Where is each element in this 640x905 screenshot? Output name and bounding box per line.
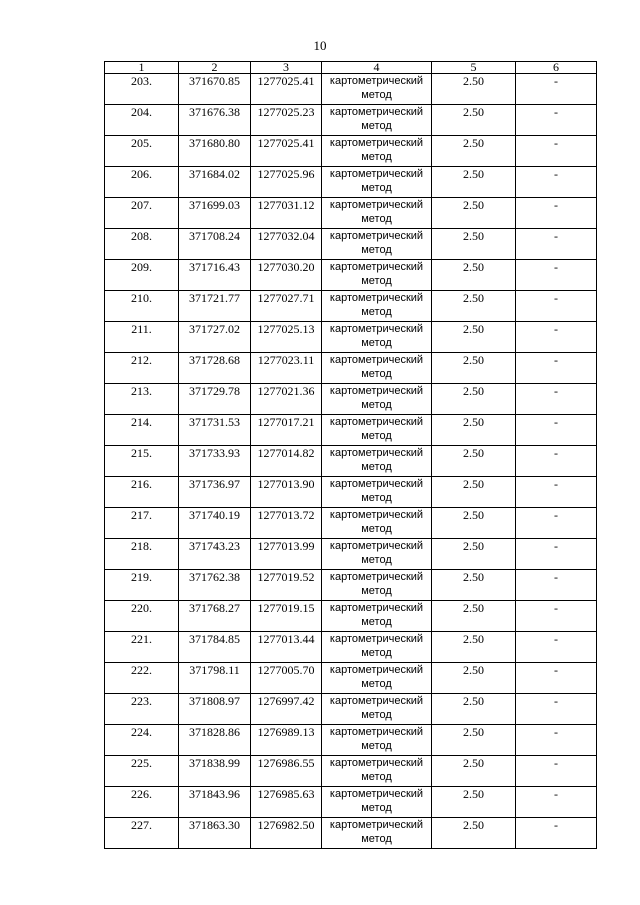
y-coordinate-cell: 1277019.52 [251,570,322,601]
y-coordinate-cell: 1277013.99 [251,539,322,570]
note-cell: - [516,756,597,787]
x-coordinate-cell: 371670.85 [179,74,251,105]
point-number-cell: 215. [105,446,179,477]
table-row [105,601,597,632]
x-coordinate-cell: 371838.99 [179,756,251,787]
point-number-cell: 220. [105,601,179,632]
accuracy-cell: 2.50 [432,570,516,601]
note-cell: - [516,694,597,725]
accuracy-cell: 2.50 [432,694,516,725]
method-cell: картометрический метод [322,694,432,725]
x-coordinate-cell: 371808.97 [179,694,251,725]
x-coordinate-cell: 371768.27 [179,601,251,632]
y-coordinate-cell: 1277021.36 [251,384,322,415]
table-row [105,260,597,291]
note-cell: - [516,198,597,229]
accuracy-cell: 2.50 [432,384,516,415]
page-number: 10 [313,38,327,53]
table-row [105,539,597,570]
method-cell: картометрический метод [322,415,432,446]
accuracy-cell: 2.50 [432,477,516,508]
coordinates-table [104,61,597,849]
method-cell: картометрический метод [322,756,432,787]
point-number-cell: 210. [105,291,179,322]
accuracy-cell: 2.50 [432,167,516,198]
x-coordinate-cell: 371684.02 [179,167,251,198]
table-row [105,415,597,446]
point-number-cell: 211. [105,322,179,353]
note-cell: - [516,384,597,415]
accuracy-cell: 2.50 [432,291,516,322]
method-cell: картометрический метод [322,167,432,198]
note-cell: - [516,167,597,198]
method-cell: картометрический метод [322,136,432,167]
y-coordinate-cell: 1276986.55 [251,756,322,787]
y-coordinate-cell: 1277013.72 [251,508,322,539]
accuracy-cell: 2.50 [432,787,516,818]
x-coordinate-cell: 371863.30 [179,818,251,849]
x-coordinate-cell: 371828.86 [179,725,251,756]
note-cell: - [516,818,597,849]
point-number-cell: 221. [105,632,179,663]
x-coordinate-cell: 371731.53 [179,415,251,446]
accuracy-cell: 2.50 [432,353,516,384]
table-row [105,136,597,167]
x-coordinate-cell: 371733.93 [179,446,251,477]
accuracy-cell: 2.50 [432,198,516,229]
y-coordinate-cell: 1277014.82 [251,446,322,477]
table-row [105,477,597,508]
table-row [105,570,597,601]
column-header: 1 [105,62,179,74]
accuracy-cell: 2.50 [432,105,516,136]
point-number-cell: 214. [105,415,179,446]
note-cell: - [516,415,597,446]
y-coordinate-cell: 1277025.41 [251,74,322,105]
table-row [105,632,597,663]
point-number-cell: 217. [105,508,179,539]
accuracy-cell: 2.50 [432,74,516,105]
table-row [105,229,597,260]
column-header: 2 [179,62,251,74]
note-cell: - [516,446,597,477]
method-cell: картометрический метод [322,74,432,105]
note-cell: - [516,477,597,508]
y-coordinate-cell: 1277025.41 [251,136,322,167]
point-number-cell: 222. [105,663,179,694]
table-row [105,756,597,787]
method-cell: картометрический метод [322,105,432,136]
x-coordinate-cell: 371699.03 [179,198,251,229]
table-row [105,446,597,477]
x-coordinate-cell: 371676.38 [179,105,251,136]
x-coordinate-cell: 371680.80 [179,136,251,167]
y-coordinate-cell: 1277013.90 [251,477,322,508]
x-coordinate-cell: 371721.77 [179,291,251,322]
method-cell: картометрический метод [322,570,432,601]
note-cell: - [516,74,597,105]
y-coordinate-cell: 1277013.44 [251,632,322,663]
point-number-cell: 204. [105,105,179,136]
point-number-cell: 227. [105,818,179,849]
y-coordinate-cell: 1276997.42 [251,694,322,725]
table-row [105,105,597,136]
table-row [105,198,597,229]
note-cell: - [516,260,597,291]
method-cell: картометрический метод [322,663,432,694]
y-coordinate-cell: 1277023.11 [251,353,322,384]
x-coordinate-cell: 371729.78 [179,384,251,415]
y-coordinate-cell: 1277025.96 [251,167,322,198]
point-number-cell: 208. [105,229,179,260]
method-cell: картометрический метод [322,601,432,632]
accuracy-cell: 2.50 [432,415,516,446]
method-cell: картометрический метод [322,508,432,539]
table-row [105,322,597,353]
table-row [105,384,597,415]
table-row [105,725,597,756]
point-number-cell: 212. [105,353,179,384]
y-coordinate-cell: 1277027.71 [251,291,322,322]
note-cell: - [516,105,597,136]
note-cell: - [516,663,597,694]
table-row [105,353,597,384]
y-coordinate-cell: 1277032.04 [251,229,322,260]
column-header: 5 [432,62,516,74]
table-row [105,818,597,849]
x-coordinate-cell: 371762.38 [179,570,251,601]
point-number-cell: 203. [105,74,179,105]
x-coordinate-cell: 371728.68 [179,353,251,384]
point-number-cell: 218. [105,539,179,570]
note-cell: - [516,787,597,818]
y-coordinate-cell: 1277005.70 [251,663,322,694]
x-coordinate-cell: 371843.96 [179,787,251,818]
method-cell: картометрический метод [322,725,432,756]
note-cell: - [516,508,597,539]
point-number-cell: 209. [105,260,179,291]
table-row [105,291,597,322]
method-cell: картометрический метод [322,291,432,322]
x-coordinate-cell: 371798.11 [179,663,251,694]
method-cell: картометрический метод [322,322,432,353]
x-coordinate-cell: 371708.24 [179,229,251,260]
method-cell: картометрический метод [322,384,432,415]
note-cell: - [516,229,597,260]
point-number-cell: 223. [105,694,179,725]
table-row [105,508,597,539]
method-cell: картометрический метод [322,198,432,229]
method-cell: картометрический метод [322,632,432,663]
accuracy-cell: 2.50 [432,322,516,353]
x-coordinate-cell: 371736.97 [179,477,251,508]
y-coordinate-cell: 1277025.23 [251,105,322,136]
x-coordinate-cell: 371784.85 [179,632,251,663]
table-row [105,74,597,105]
accuracy-cell: 2.50 [432,663,516,694]
accuracy-cell: 2.50 [432,632,516,663]
method-cell: картометрический метод [322,260,432,291]
method-cell: картометрический метод [322,539,432,570]
column-header: 6 [516,62,597,74]
note-cell: - [516,539,597,570]
point-number-cell: 226. [105,787,179,818]
table-row [105,694,597,725]
method-cell: картометрический метод [322,446,432,477]
note-cell: - [516,725,597,756]
point-number-cell: 216. [105,477,179,508]
method-cell: картометрический метод [322,477,432,508]
y-coordinate-cell: 1276985.63 [251,787,322,818]
note-cell: - [516,136,597,167]
accuracy-cell: 2.50 [432,539,516,570]
accuracy-cell: 2.50 [432,756,516,787]
note-cell: - [516,632,597,663]
method-cell: картометрический метод [322,229,432,260]
table-header-row [105,62,597,74]
note-cell: - [516,353,597,384]
accuracy-cell: 2.50 [432,446,516,477]
accuracy-cell: 2.50 [432,136,516,167]
note-cell: - [516,570,597,601]
method-cell: картометрический метод [322,818,432,849]
table-row [105,663,597,694]
x-coordinate-cell: 371740.19 [179,508,251,539]
point-number-cell: 225. [105,756,179,787]
y-coordinate-cell: 1277017.21 [251,415,322,446]
method-cell: картометрический метод [322,787,432,818]
accuracy-cell: 2.50 [432,508,516,539]
y-coordinate-cell: 1277019.15 [251,601,322,632]
point-number-cell: 206. [105,167,179,198]
accuracy-cell: 2.50 [432,601,516,632]
point-number-cell: 207. [105,198,179,229]
column-header: 3 [251,62,322,74]
table-row [105,787,597,818]
point-number-cell: 224. [105,725,179,756]
point-number-cell: 219. [105,570,179,601]
accuracy-cell: 2.50 [432,725,516,756]
accuracy-cell: 2.50 [432,260,516,291]
x-coordinate-cell: 371727.02 [179,322,251,353]
point-number-cell: 205. [105,136,179,167]
note-cell: - [516,322,597,353]
y-coordinate-cell: 1277031.12 [251,198,322,229]
accuracy-cell: 2.50 [432,818,516,849]
y-coordinate-cell: 1277030.20 [251,260,322,291]
point-number-cell: 213. [105,384,179,415]
y-coordinate-cell: 1276989.13 [251,725,322,756]
table-row [105,167,597,198]
column-header: 4 [322,62,432,74]
note-cell: - [516,601,597,632]
method-cell: картометрический метод [322,353,432,384]
table-body [105,74,597,849]
y-coordinate-cell: 1276982.50 [251,818,322,849]
note-cell: - [516,291,597,322]
x-coordinate-cell: 371716.43 [179,260,251,291]
accuracy-cell: 2.50 [432,229,516,260]
y-coordinate-cell: 1277025.13 [251,322,322,353]
x-coordinate-cell: 371743.23 [179,539,251,570]
